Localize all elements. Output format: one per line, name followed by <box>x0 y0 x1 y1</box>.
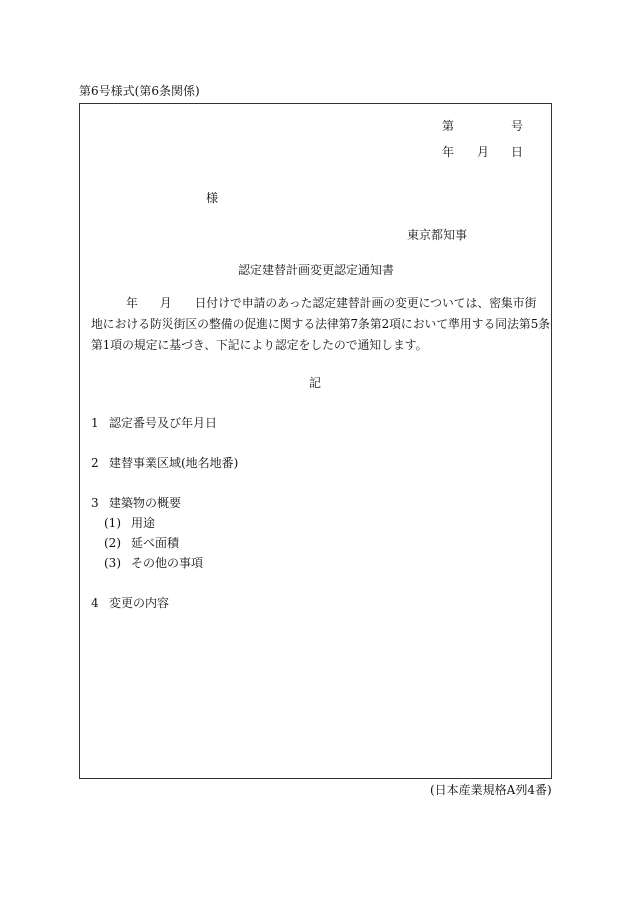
item-2-number: 2 <box>91 456 99 470</box>
item-4-label: 変更の内容 <box>109 596 170 610</box>
body-year: 年 <box>126 296 138 310</box>
subitem-1-number: (1) <box>104 516 121 530</box>
body-line-2: 地における防災街区の整備の促進に関する法律第7条第2項において準用する同法第5条 <box>91 317 551 331</box>
subitem-2-number: (2) <box>104 536 121 550</box>
addressee-suffix: 様 <box>206 191 219 205</box>
item-1-label: 認定番号及び年月日 <box>109 416 218 430</box>
body-paragraph <box>91 293 561 356</box>
form-label: 第6号様式(第6条関係) <box>79 84 200 98</box>
issuer: 東京都知事 <box>407 228 468 242</box>
item-1-number: 1 <box>91 416 99 430</box>
body-line-3: 第1項の規定に基づき、下記により認定をしたので通知します。 <box>91 338 428 352</box>
subitem-2-label: 延べ面積 <box>131 536 180 550</box>
item-3-label: 建築物の概要 <box>109 496 182 510</box>
subitem-3-label: その他の事項 <box>131 556 204 570</box>
date-month: 月 <box>477 145 490 159</box>
body-line-1 <box>91 293 561 314</box>
number-suffix: 号 <box>511 119 524 133</box>
body-month: 月 <box>159 296 172 310</box>
form-frame <box>79 103 552 779</box>
subitem-1-label: 用途 <box>131 516 156 530</box>
body-line-1-text: 日付けで申請のあった認定建替計画の変更については、密集市街 <box>194 296 537 310</box>
document-title: 認定建替計画変更認定通知書 <box>238 263 395 277</box>
footer-note: (日本産業規格A列4番) <box>430 783 552 797</box>
item-3-number: 3 <box>91 496 99 510</box>
item-4-number: 4 <box>91 596 99 610</box>
date-day: 日 <box>511 145 524 159</box>
item-2-label: 建替事業区域(地名地番) <box>109 456 239 470</box>
ki-heading: 記 <box>309 376 322 390</box>
subitem-3-number: (3) <box>104 556 121 570</box>
date-year: 年 <box>442 145 455 159</box>
number-prefix: 第 <box>442 119 455 133</box>
